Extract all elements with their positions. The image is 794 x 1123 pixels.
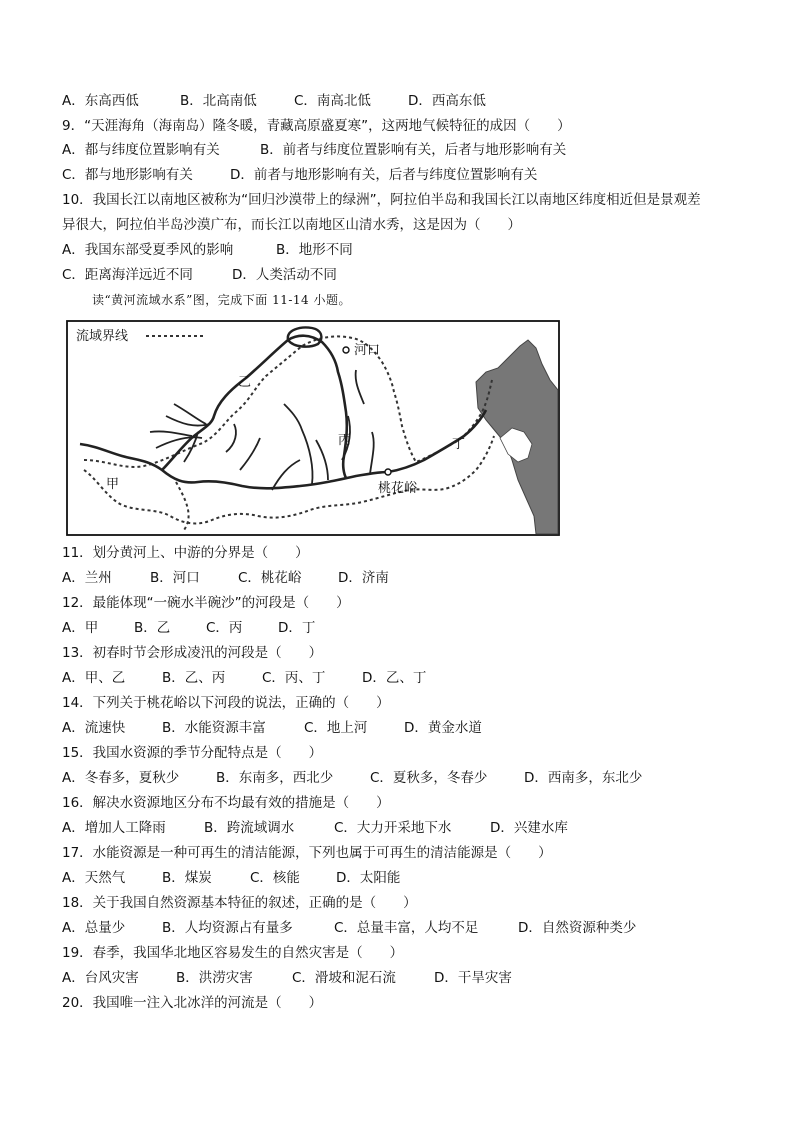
taohuayu-marker (385, 469, 391, 475)
q15-stem: 15．我国水资源的季节分配特点是（ ） (62, 745, 323, 761)
q16-option-a: A．增加人工降雨 (62, 820, 166, 836)
q17-option-c: C．核能 (250, 870, 300, 886)
q11-options (62, 569, 389, 587)
q11-stem: 11．划分黄河上、中游的分界是（ ） (62, 545, 309, 561)
q9-option-a: A．都与纬度位置影响有关 (62, 142, 220, 158)
label-taohuayu: 桃花峪 (378, 481, 418, 496)
q14-option-c: C．地上河 (304, 720, 368, 736)
q11-option-c: C．桃花峪 (238, 570, 302, 586)
label-jia: 甲 (106, 477, 120, 492)
q13-stem: 13．初春时节会形成凌汛的河段是（ ） (62, 645, 323, 661)
q13-option-d: D．乙、丁 (362, 670, 427, 686)
q18-option-c: C．总量丰富，人均不足 (334, 920, 479, 936)
q10-options-row1 (62, 241, 353, 259)
hekou-marker (343, 347, 349, 353)
q15-option-a: A．冬春多，夏秋少 (62, 770, 180, 786)
q10-option-c: C．距离海洋远近不同 (62, 267, 193, 283)
q8-option-d: D．西高东低 (408, 93, 486, 109)
q9-option-d: D．前者与地形影响有关，后者与纬度位置影响有关 (230, 167, 538, 183)
q8-option-a: A．东高西低 (62, 93, 139, 109)
q12-option-a: A．甲 (62, 620, 99, 636)
q18-option-a: A．总量少 (62, 920, 126, 936)
q18-options (62, 919, 636, 937)
q20-stem: 20．我国唯一注入北冰洋的河流是（ ） (62, 995, 323, 1011)
q12-options (62, 619, 315, 637)
q10-option-a: A．我国东部受夏季风的影响 (62, 242, 234, 258)
label-yi: 乙 (238, 375, 252, 390)
q17-option-d: D．太阳能 (336, 870, 401, 886)
q14-option-a: A．流速快 (62, 720, 126, 736)
label-bing: 丙 (338, 433, 352, 448)
q9-options-row2 (62, 166, 537, 184)
q19-option-d: D．干旱灾害 (434, 970, 512, 986)
q16-option-c: C．大力开采地下水 (334, 820, 452, 836)
map-frame (67, 321, 559, 535)
q10-options-row2 (62, 266, 337, 284)
label-hekou: 河口 (354, 343, 381, 358)
q13-option-c: C．丙、丁 (262, 670, 326, 686)
q19-option-b: B．洪涝灾害 (176, 970, 253, 986)
q18-option-b: B．人均资源占有量多 (162, 920, 293, 936)
q19-option-a: A．台风灾害 (62, 970, 139, 986)
q17-stem: 17．水能资源是一种可再生的清洁能源，下列也属于可再生的清洁能源是（ ） (62, 845, 552, 861)
q17-options (62, 869, 400, 887)
q10-stem-line2: 异很大，阿拉伯半岛沙漠广布，而长江以南地区山清水秀，这是因为（ ） (62, 217, 521, 233)
q10-option-d: D．人类活动不同 (232, 267, 337, 283)
q14-stem: 14．下列关于桃花峪以下河段的说法，正确的（ ） (62, 695, 390, 711)
q12-option-d: D．丁 (278, 620, 316, 636)
map-caption: 读“黄河流域水系”图，完成下面 11-14 小题。 (92, 293, 351, 307)
q16-option-b: B．跨流域调水 (204, 820, 295, 836)
q19-options (62, 969, 512, 987)
q17-option-b: B．煤炭 (162, 870, 212, 886)
q11-option-d: D．济南 (338, 570, 389, 586)
yellow-river-map (66, 320, 560, 536)
q16-option-d: D．兴建水库 (490, 820, 568, 836)
q10-stem-line1: 10．我国长江以南地区被称为“回归沙漠带上的绿洲”，阿拉伯半岛和我国长江以南地区纬度相近但是景观差 (62, 192, 701, 208)
q13-option-b: B．乙、丙 (162, 670, 226, 686)
q18-stem: 18．关于我国自然资源基本特征的叙述，正确的是（ ） (62, 895, 417, 911)
q15-option-b: B．东南多，西北少 (216, 770, 334, 786)
legend-label: 流域界线 (76, 329, 129, 344)
q12-stem: 12．最能体现“一碗水半碗沙”的河段是（ ） (62, 595, 350, 611)
q13-option-a: A．甲、乙 (62, 670, 126, 686)
q8-option-c: C．南高北低 (294, 93, 371, 109)
q14-option-b: B．水能资源丰富 (162, 720, 266, 736)
q14-options (62, 719, 482, 737)
q19-option-c: C．滑坡和泥石流 (292, 970, 396, 986)
q9-option-b: B．前者与纬度位置影响有关，后者与地形影响有关 (260, 142, 567, 158)
q18-option-d: D．自然资源种类少 (518, 920, 637, 936)
label-ding: 丁 (452, 437, 466, 452)
q16-stem: 16．解决水资源地区分布不均最有效的措施是（ ） (62, 795, 390, 811)
q11-option-b: B．河口 (150, 570, 200, 586)
q11-option-a: A．兰州 (62, 570, 112, 586)
q13-options (62, 669, 426, 687)
q12-option-c: C．丙 (206, 620, 243, 636)
q16-options (62, 819, 568, 837)
q10-option-b: B．地形不同 (276, 242, 353, 258)
q19-stem: 19．春季，我国华北地区容易发生的自然灾害是（ ） (62, 945, 404, 961)
q14-option-d: D．黄金水道 (404, 720, 482, 736)
q15-options (62, 769, 642, 787)
q17-option-a: A．天然气 (62, 870, 126, 886)
q9-option-c: C．都与地形影响有关 (62, 167, 193, 183)
q15-option-c: C．夏秋多，冬春少 (370, 770, 488, 786)
q12-option-b: B．乙 (134, 620, 171, 636)
q8-options (62, 92, 486, 110)
q9-options-row1 (62, 141, 566, 159)
q15-option-d: D．西南多，东北少 (524, 770, 643, 786)
q8-option-b: B．北高南低 (180, 93, 257, 109)
q9-stem: 9．“天涯海角（海南岛）隆冬暖，青藏高原盛夏寒”，这两地气候特征的成因（ ） (62, 118, 571, 134)
